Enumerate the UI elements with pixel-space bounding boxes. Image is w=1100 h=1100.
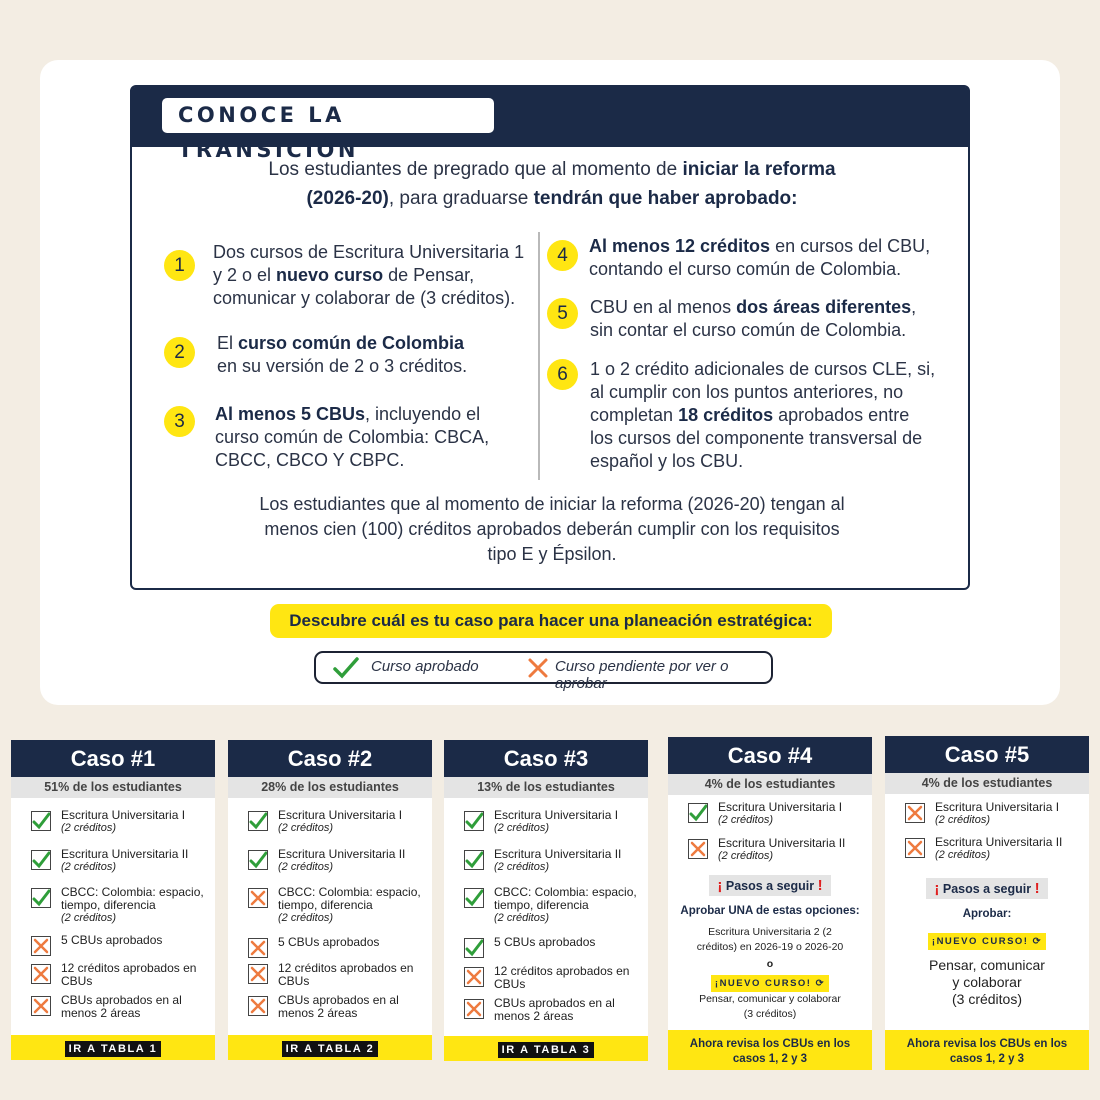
requirement-item: CBU en al menos dos áreas diferentes, sin contar el curso común de Colombia.	[590, 297, 917, 340]
steps-heading: Aprobar UNA de estas opciones:	[680, 905, 860, 917]
case-card-4: Caso #4 4% de los estudiantes Escritura Universitaria I (2 créditos) Escritura Universitaria II (2 créditos) ¡ Pasos a seguir ! Aprobar UNA de estas opciones: Escritura Universitaria 2 (2 créditos) en 2026-19 o 2026-20 o ¡NUEVO CURSO! ⟳ Pensar, comunicar y colaborar (3 créditos) Ahora revisa los CBUs en los casos 1, 2 y 3	[668, 737, 872, 1070]
case-footer	[444, 1036, 648, 1061]
case-card-2: Caso #2 28% de los estudiantes Escritura Universitaria I (2 créditos) Escritura Universitaria II (2 créditos) CBCC: Colombia: espacio, tiempo, diferencia (2 créditos) 5 CBUs aprobados 12 créditos aprobados en CBUs CBUs aprobados en al menos 2 áreas IR A TABLA 2	[228, 740, 432, 1060]
exclamation-icon: ¡	[717, 877, 723, 894]
requirement-number: 3	[164, 406, 195, 437]
case-share: 4% de los estudiantes	[668, 774, 872, 795]
case-footer: Ahora revisa los CBUs en los casos 1, 2 y 3	[885, 1030, 1089, 1070]
frame-header	[132, 87, 968, 162]
cross-icon	[905, 803, 925, 823]
cross-icon	[464, 967, 484, 987]
case-footer	[228, 1035, 432, 1060]
check-icon	[464, 938, 484, 958]
case-share: 28% de los estudiantes	[228, 777, 432, 798]
or-separator: o	[766, 958, 774, 970]
case-title: Caso #5	[885, 736, 1089, 773]
case-share: 51% de los estudiantes	[11, 777, 215, 798]
cross-icon	[31, 996, 51, 1016]
option-1: Escritura Universitaria 2 (2 créditos) en 2026-19 o 2026-20	[696, 926, 844, 953]
refresh-icon: ⟳	[815, 978, 826, 989]
page-title: CONOCE LA TRANSICIÓN	[162, 98, 494, 133]
go-to-table-1-button[interactable]: IR A TABLA 1	[65, 1041, 162, 1057]
legend-pending: Curso pendiente por ver o aprobar	[555, 658, 729, 692]
requirement-item: Dos cursos de Escritura Universitaria 1 y 2 o el nuevo curso de Pensar, comunicar y colaborar de (3 créditos).	[213, 242, 525, 308]
new-course-badge-row	[885, 933, 1089, 950]
check-icon	[248, 850, 268, 870]
requirement-item: Al menos 12 créditos en cursos del CBU, contando el curso común de Colombia.	[589, 236, 931, 279]
cross-icon	[31, 936, 51, 956]
case-card-5: Caso #5 4% de los estudiantes Escritura Universitaria I (2 créditos) Escritura Universitaria II (2 créditos) ¡ Pasos a seguir ! Aprobar: ¡NUEVO CURSO! ⟳ Pensar, comunicar y colaborar (3 créditos) Ahora revisa los CBUs en los casos 1, 2 y 3	[885, 736, 1089, 1070]
requirement-item: 1 o 2 crédito adicionales de cursos CLE, si, al cumplir con los puntos anteriores, no completan 18 créditos aprobados entre los cursos del componente transversal de español y los CBU.	[590, 359, 936, 471]
cross-icon	[248, 964, 268, 984]
check-icon	[31, 888, 51, 908]
check-icon	[464, 811, 484, 831]
cross-icon	[527, 657, 549, 679]
exclamation-icon: !	[1034, 880, 1040, 897]
case-title: Caso #3	[444, 740, 648, 777]
requirement-number: 1	[164, 250, 195, 281]
check-icon	[332, 656, 360, 680]
cross-icon	[31, 964, 51, 984]
new-course-badge: ¡NUEVO CURSO! ⟳	[711, 975, 829, 992]
outro-text: Los estudiantes que al momento de iniciar la reforma (2026-20) tengan al menos cien (100) créditos aprobados deberán cumplir con los requisitos tipo E y Épsilon.	[259, 494, 845, 564]
requirement-number: 4	[547, 240, 578, 271]
check-icon	[248, 811, 268, 831]
cross-icon	[464, 999, 484, 1019]
case-footer	[11, 1035, 215, 1060]
case-card-3: Caso #3 13% de los estudiantes Escritura Universitaria I (2 créditos) Escritura Universitaria II (2 créditos) CBCC: Colombia: espacio, tiempo, diferencia (2 créditos) 5 CBUs aprobados 12 créditos aprobados en CBUs CBUs aprobados en al menos 2 áreas IR A TABLA 3	[444, 740, 648, 1061]
check-icon	[464, 888, 484, 908]
requirement-item: El curso común de Colombia en su versión de 2 o 3 créditos.	[217, 333, 468, 376]
legend-approved: Curso aprobado	[371, 658, 479, 675]
cross-icon	[248, 888, 268, 908]
cross-icon	[905, 838, 925, 858]
requirement-number: 2	[164, 337, 195, 368]
legend	[314, 651, 773, 692]
refresh-icon: ⟳	[1032, 936, 1043, 947]
cross-icon	[688, 839, 708, 859]
steps-header: ¡ Pasos a seguir !	[668, 875, 872, 896]
case-share: 4% de los estudiantes	[885, 773, 1089, 794]
exclamation-icon: ¡	[934, 880, 940, 897]
check-icon	[464, 850, 484, 870]
case-title: Caso #4	[668, 737, 872, 774]
intro-text: Los estudiantes de pregrado que al momento de iniciar la reforma (2026-20), para graduarse tendrán que haber aprobado:	[268, 159, 836, 209]
case-footer: Ahora revisa los CBUs en los casos 1, 2 y 3	[668, 1030, 872, 1070]
check-icon	[688, 803, 708, 823]
option-text: Pensar, comunicar y colaborar (3 créditos)	[929, 957, 1045, 1007]
requirement-number: 6	[547, 359, 578, 390]
go-to-table-2-button[interactable]: IR A TABLA 2	[282, 1041, 379, 1057]
transition-frame	[130, 85, 970, 590]
new-course-badge-row	[668, 975, 872, 992]
requirement-number: 5	[547, 298, 578, 329]
case-card-1: Caso #1 51% de los estudiantes Escritura Universitaria I (2 créditos) Escritura Universitaria II (2 créditos) CBCC: Colombia: espacio, tiempo, diferencia (2 créditos) 5 CBUs aprobados 12 créditos aprobados en CBUs CBUs aprobados en al menos 2 áreas IR A TABLA 1	[11, 740, 215, 1060]
steps-heading: Aprobar:	[962, 908, 1012, 920]
case-title: Caso #2	[228, 740, 432, 777]
requirement-item: Al menos 5 CBUs, incluyendo el curso común de Colombia: CBCA, CBCC, CBCO Y CBPC.	[215, 404, 490, 470]
case-share: 13% de los estudiantes	[444, 777, 648, 798]
cta-banner: Descubre cuál es tu caso para hacer una planeación estratégica:	[270, 604, 832, 638]
check-icon	[31, 811, 51, 831]
exclamation-icon: !	[817, 877, 823, 894]
cross-icon	[248, 938, 268, 958]
new-course-badge: ¡NUEVO CURSO! ⟳	[928, 933, 1046, 950]
column-divider	[538, 232, 540, 480]
case-title: Caso #1	[11, 740, 215, 777]
check-icon	[31, 850, 51, 870]
cross-icon	[248, 996, 268, 1016]
steps-header: ¡ Pasos a seguir !	[885, 878, 1089, 899]
go-to-table-3-button[interactable]: IR A TABLA 3	[498, 1042, 595, 1058]
option-2: Pensar, comunicar y colaborar (3 créditos)	[699, 993, 841, 1020]
